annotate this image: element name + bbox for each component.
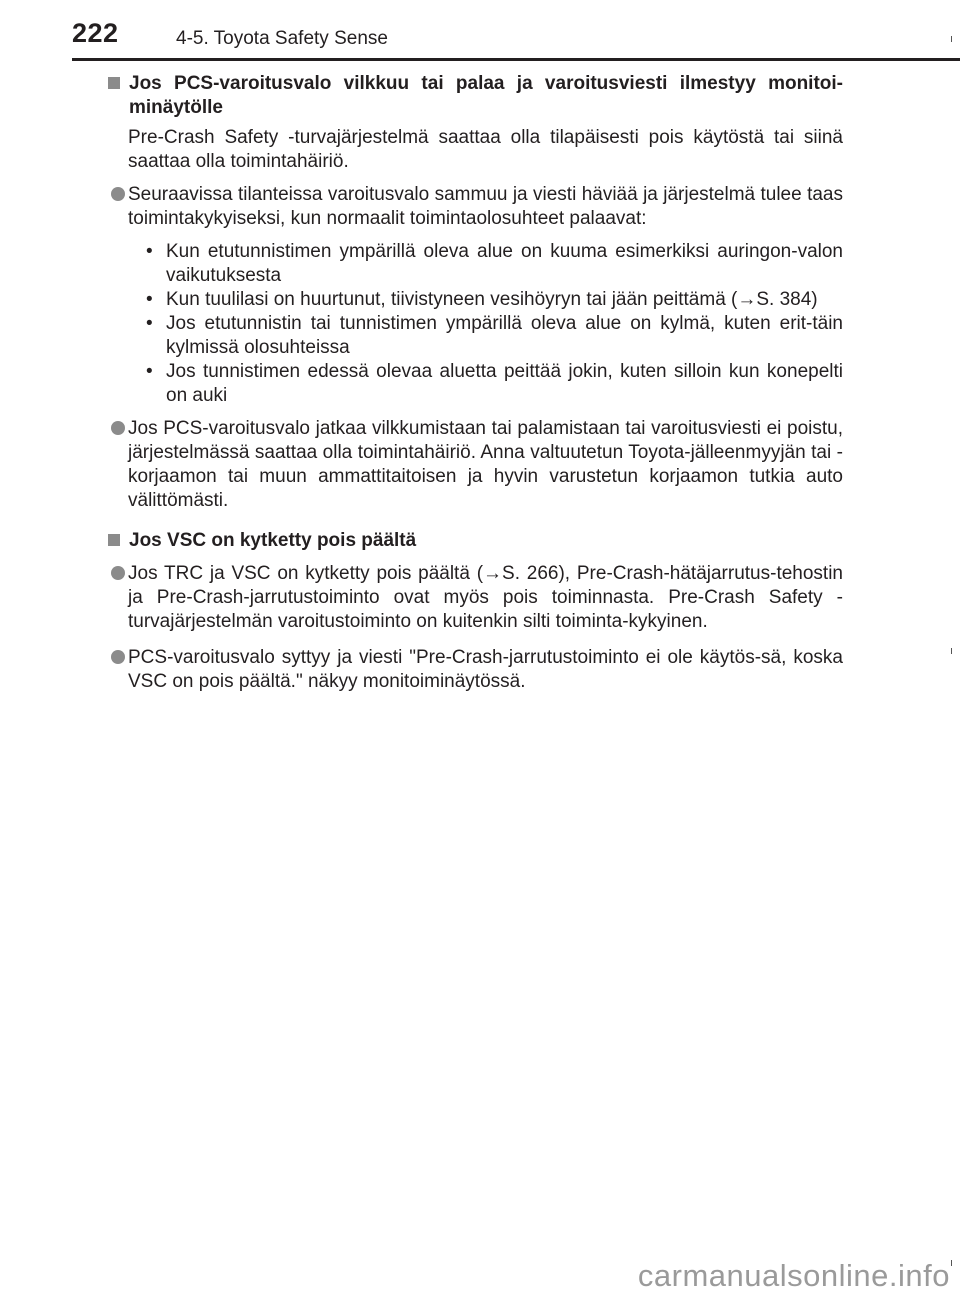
section-title: 4-5. Toyota Safety Sense <box>176 28 388 49</box>
sub-list-item-text: Jos etutunnistin tai tunnistimen ympärillä oleva alue on kylmä, kuten erit-täin kylmissä olosuhteissa <box>166 313 843 358</box>
list-item <box>108 183 843 231</box>
circle-bullet-icon <box>111 566 125 580</box>
section-pcs-warning <box>108 72 843 513</box>
list-item <box>108 417 843 513</box>
dot-bullet-icon: • <box>146 241 153 262</box>
watermark: carmanualsonline.info <box>637 1258 950 1293</box>
section-heading <box>108 72 843 120</box>
section-heading-text: Jos VSC on kytketty pois päältä <box>129 530 417 551</box>
crop-mark-top <box>951 36 952 42</box>
list-item-text: PCS-varoitusvalo syttyy ja viesti "Pre-Crash-jarrutustoiminto ei ole käytös-sä, koska VSC on pois päältä." näkyy monitoiminäytössä. <box>128 647 843 692</box>
list-item-text: Jos PCS-varoitusvalo jatkaa vilkkumistaan tai palamistaan tai varoitusviesti ei poistu, järjestelmässä saattaa olla toimintahäiriö. Anna valtuutetun Toyota-jälleenmyyjän tai -korjaamon tai muun ammattitaitoisen ja hyvin varustetun korjaamon tutkia auto välittömästi. <box>128 418 843 511</box>
dot-bullet-icon: • <box>146 289 153 310</box>
list-item <box>108 646 843 694</box>
sub-list <box>146 240 843 408</box>
section-heading-text: Jos PCS-varoitusvalo vilkkuu tai palaa ja varoitusviesti ilmestyy monitoi-minäytölle <box>129 73 843 118</box>
page-header <box>72 18 960 56</box>
list-item-text: Jos TRC ja VSC on kytketty pois päältä (→S. 266), Pre-Crash-hätäjarrutus-tehostin ja Pre-Crash-jarrutustoiminto ovat myös pois toiminnasta. Pre-Crash Safety -turvajärjestelmän varoitustoiminto on kuitenkin silti toiminta-kykyinen. <box>128 563 843 632</box>
list-item <box>108 562 843 634</box>
list-item-text: Seuraavissa tilanteissa varoitusvalo sammuu ja viesti häviää ja järjestelmä tulee taas toimintakykyiseksi, kun normaalit toimintaolosuhteet palaavat: <box>128 184 843 229</box>
sub-list-item-text: Kun tuulilasi on huurtunut, tiivistyneen vesihöyryn tai jään peittämä (→S. 384) <box>166 289 818 310</box>
page-number: 222 <box>72 18 119 48</box>
square-bullet-icon <box>108 77 120 89</box>
circle-bullet-icon <box>111 650 125 664</box>
sub-list-item <box>146 240 843 288</box>
sub-list-item-text: Jos tunnistimen edessä olevaa aluetta peittää jokin, kuten silloin kun konepelti on auki <box>166 361 843 406</box>
dot-bullet-icon: • <box>146 361 153 382</box>
dot-bullet-icon: • <box>146 313 153 334</box>
circle-bullet-icon <box>111 187 125 201</box>
header-rule <box>72 58 960 61</box>
sub-list-item-text: Kun etutunnistimen ympärillä oleva alue on kuuma esimerkiksi auringon-valon vaikutuksesta <box>166 241 843 286</box>
section-intro: Pre-Crash Safety -turvajärjestelmä saattaa olla tilapäisesti pois käytöstä tai siinä saattaa olla toimintahäiriö. <box>128 127 843 172</box>
square-bullet-icon <box>108 534 120 546</box>
sub-list-item <box>146 360 843 408</box>
circle-bullet-icon <box>111 421 125 435</box>
section-heading <box>108 529 843 553</box>
page-content <box>108 72 843 704</box>
crop-mark-bottom <box>951 1260 952 1266</box>
sub-list-item <box>146 312 843 360</box>
crop-mark-middle <box>951 648 952 654</box>
section-vsc-off <box>108 529 843 694</box>
sub-list-item <box>146 288 843 312</box>
